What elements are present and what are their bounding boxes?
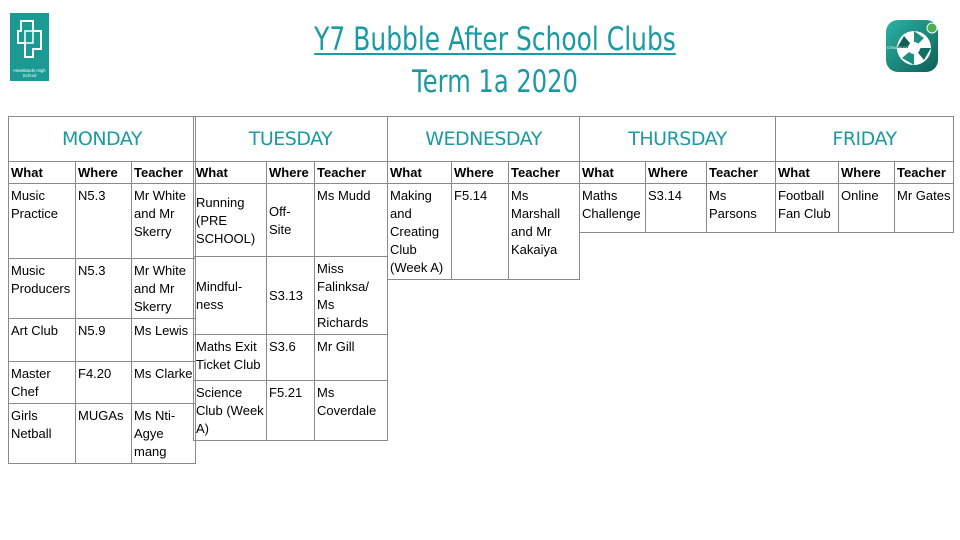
club-room: MUGAs <box>76 404 132 464</box>
school-logo <box>10 13 49 81</box>
column-header-what: What <box>194 162 267 184</box>
school-crest-icon <box>10 13 49 63</box>
club-room: S3.14 <box>646 184 707 233</box>
column-header-teacher: Teacher <box>132 162 196 184</box>
table-row <box>9 362 196 404</box>
club-room: Off-Site <box>267 184 315 257</box>
table-row <box>194 335 388 381</box>
day-table-tuesday <box>193 116 388 441</box>
club-teacher: Ms Parsons <box>707 184 776 233</box>
club-teacher: Miss Falinksa/ Ms Richards <box>315 257 388 335</box>
club-name: Science Club (Week A) <box>194 381 267 441</box>
studio-badge-text: STRANDLEYSTUDIO <box>887 46 922 50</box>
table-row <box>9 404 196 464</box>
club-name: Running (PRE SCHOOL) <box>194 184 267 257</box>
day-header: THURSDAY <box>580 117 776 162</box>
column-header-where: Where <box>839 162 895 184</box>
page-subtitle: Term 1a 2020 <box>412 64 578 100</box>
day-table-monday <box>8 116 196 464</box>
club-room: N5.3 <box>76 184 132 259</box>
column-header-teacher: Teacher <box>895 162 954 184</box>
club-teacher: Mr Gates <box>895 184 954 233</box>
camera-aperture-icon <box>884 18 940 74</box>
club-room: S3.13 <box>267 257 315 335</box>
table-row <box>9 259 196 319</box>
day-header: MONDAY <box>9 117 196 162</box>
club-room: F5.21 <box>267 381 315 441</box>
club-name: Art Club <box>9 319 76 362</box>
table-row <box>9 184 196 259</box>
club-teacher: Mr White and Mr Skerry <box>132 184 196 259</box>
day-header: WEDNESDAY <box>388 117 580 162</box>
club-teacher: Mr White and Mr Skerry <box>132 259 196 319</box>
day-header: FRIDAY <box>776 117 954 162</box>
club-room: N5.3 <box>76 259 132 319</box>
table-row <box>194 184 388 257</box>
club-room: F5.14 <box>452 184 509 280</box>
column-header-what: What <box>9 162 76 184</box>
day-header: TUESDAY <box>194 117 388 162</box>
column-header-what: What <box>388 162 452 184</box>
day-table-friday <box>775 116 954 233</box>
table-row <box>9 319 196 362</box>
table-row <box>194 257 388 335</box>
club-name: Girls Netball <box>9 404 76 464</box>
club-name: Maths Challenge <box>580 184 646 233</box>
studio-badge <box>884 18 940 74</box>
day-table-thursday <box>579 116 776 233</box>
club-room: N5.9 <box>76 319 132 362</box>
table-row <box>194 381 388 441</box>
column-header-where: Where <box>76 162 132 184</box>
table-row <box>388 184 580 280</box>
table-row <box>580 184 776 233</box>
club-name: Music Producers <box>9 259 76 319</box>
club-room: F4.20 <box>76 362 132 404</box>
table-row <box>776 184 954 233</box>
club-name: Mindful-ness <box>194 257 267 335</box>
column-header-teacher: Teacher <box>707 162 776 184</box>
club-teacher: Ms Nti-Agye mang <box>132 404 196 464</box>
club-name: Master Chef <box>9 362 76 404</box>
column-header-teacher: Teacher <box>315 162 388 184</box>
club-name: Football Fan Club <box>776 184 839 233</box>
club-room: S3.6 <box>267 335 315 381</box>
page-title: Y7 Bubble After School Clubs <box>314 20 676 58</box>
club-teacher: Ms Coverdale <box>315 381 388 441</box>
club-teacher: Ms Clarke <box>132 362 196 404</box>
club-teacher: Ms Lewis <box>132 319 196 362</box>
day-table-wednesday <box>387 116 580 280</box>
column-header-teacher: Teacher <box>509 162 580 184</box>
club-name: Making and Creating Club (Week A) <box>388 184 452 280</box>
club-teacher: Ms Marshall and Mr Kakaiya <box>509 184 580 280</box>
club-room: Online <box>839 184 895 233</box>
club-name: Music Practice <box>9 184 76 259</box>
club-teacher: Mr Gill <box>315 335 388 381</box>
column-header-what: What <box>580 162 646 184</box>
school-logo-text: Heartlands High School <box>13 68 46 78</box>
column-header-where: Where <box>452 162 509 184</box>
column-header-where: Where <box>646 162 707 184</box>
club-name: Maths Exit Ticket Club <box>194 335 267 381</box>
club-teacher: Ms Mudd <box>315 184 388 257</box>
column-header-what: What <box>776 162 839 184</box>
column-header-where: Where <box>267 162 315 184</box>
